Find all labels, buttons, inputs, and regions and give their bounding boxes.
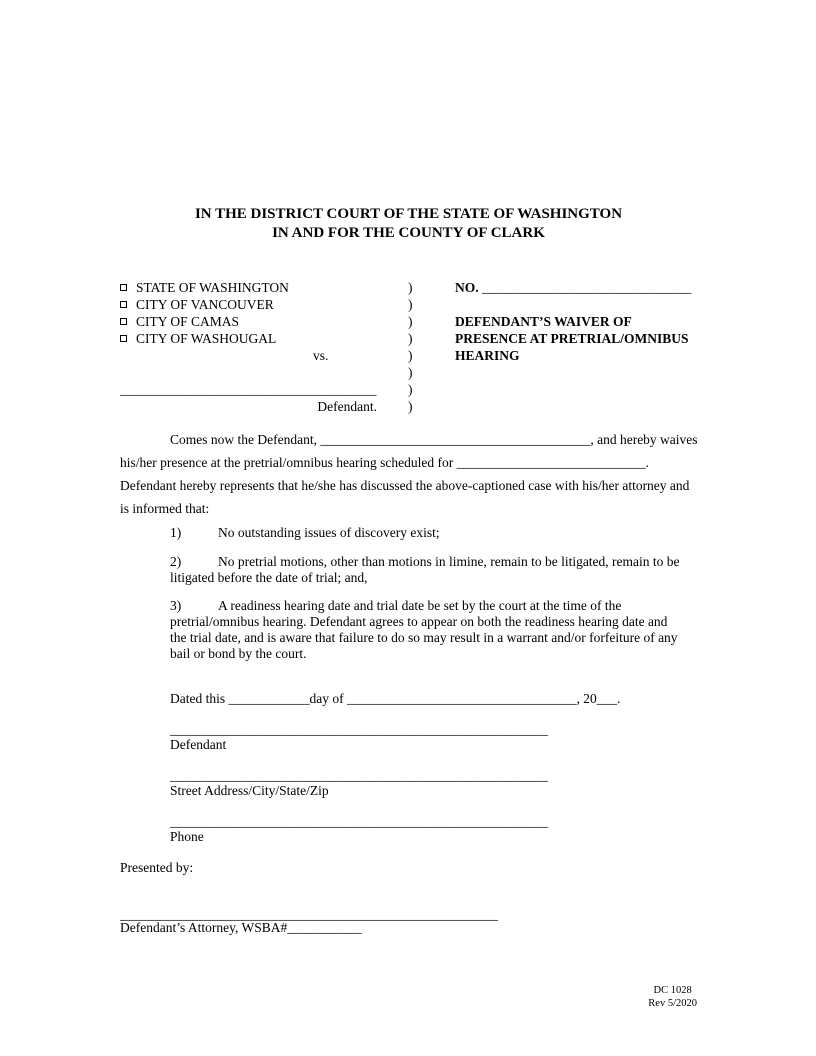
opening-paragraph: [120, 428, 697, 520]
paragraph-line: Defendant hereby represents that he/she has discussed the above-captioned case with his/her attorney and: [120, 478, 690, 493]
paragraph-line: is informed that:: [120, 501, 210, 516]
attorney-signature-block: [120, 908, 697, 935]
caption-row: [120, 296, 697, 313]
signature-block: [170, 815, 697, 845]
plaintiff-option-row: [120, 313, 408, 330]
document-title-line: HEARING: [455, 348, 520, 363]
case-caption: [120, 279, 697, 415]
signature-line: ________________________________________________________: [170, 814, 548, 829]
case-number-label: NO.: [455, 280, 479, 295]
caption-paren: ): [408, 365, 413, 380]
court-name-line1: IN THE DISTRICT COURT OF THE STATE OF WASHINGTON: [194, 206, 623, 222]
document-title-line: PRESENCE AT PRETRIAL/OMNIBUS: [455, 331, 689, 346]
item-number: 2): [170, 554, 182, 569]
vs-label: vs.: [313, 348, 329, 363]
checkbox-city-of-camas[interactable]: [120, 318, 127, 325]
signature-line: ________________________________________________________: [170, 722, 548, 737]
case-number-blank: _______________________________: [482, 280, 692, 295]
signature-label: Phone: [170, 829, 204, 844]
form-footer: [648, 984, 697, 1010]
caption-paren: ): [408, 280, 413, 295]
plaintiff-option-row: [120, 330, 408, 347]
plaintiff-option-label: CITY OF CAMAS: [136, 314, 240, 329]
plaintiff-option-label: STATE OF WASHINGTON: [136, 280, 289, 295]
caption-paren: ): [408, 297, 413, 312]
list-item: [170, 598, 680, 662]
signature-label: Defendant: [170, 737, 227, 752]
caption-row: [120, 364, 697, 381]
plaintiff-option-row: [120, 279, 408, 296]
defendant-name-line: ______________________________________: [120, 382, 377, 397]
item-number: 3): [170, 598, 182, 613]
caption-row: [120, 313, 697, 330]
paragraph-line: Comes now the Defendant, ________________________________________, and hereby waives: [170, 432, 698, 447]
item-text: No pretrial motions, other than motions in limine, remain to be litigated, remain to be litigated before the date of trial; and,: [170, 554, 680, 585]
caption-row: [120, 330, 697, 347]
checkbox-city-of-washougal[interactable]: [120, 335, 127, 342]
caption-paren: ): [408, 348, 413, 363]
caption-paren: ): [408, 399, 413, 414]
document-title-line: DEFENDANT’S WAIVER OF: [455, 314, 632, 329]
presented-by-label: Presented by:: [120, 860, 194, 875]
plaintiff-option-label: CITY OF VANCOUVER: [136, 297, 274, 312]
checkbox-city-of-vancouver[interactable]: [120, 301, 127, 308]
plaintiff-option-row: [120, 296, 408, 313]
court-name-line2: IN AND FOR THE COUNTY OF CLARK: [272, 225, 545, 241]
signature-line: ________________________________________________________: [170, 768, 548, 783]
item-text: No outstanding issues of discovery exist;: [218, 525, 440, 540]
form-number: DC 1028: [653, 985, 692, 996]
item-text: A readiness hearing date and trial date be set by the court at the time of the pretrial/omnibus hearing. Defendant agrees to appear on both the readiness hearing date and the trial date, and is aware that failure to do so may result in a warrant and/or forfeiture of any bail or bond by the court.: [170, 598, 678, 661]
defendant-label: Defendant.: [317, 399, 377, 414]
caption-paren: ): [408, 314, 413, 329]
signature-block: [170, 723, 697, 753]
item-number: 1): [170, 525, 182, 540]
case-number-row: [455, 279, 697, 296]
paragraph-line: his/her presence at the pretrial/omnibus hearing scheduled for ____________________________.: [120, 455, 650, 470]
checkbox-state-of-washington[interactable]: [120, 284, 127, 291]
caption-row: [120, 279, 697, 296]
caption-row: [120, 381, 697, 398]
list-item: [170, 525, 680, 541]
signature-label: Street Address/City/State/Zip: [170, 783, 329, 798]
caption-paren: ): [408, 382, 413, 397]
court-header: [120, 205, 697, 243]
plaintiff-option-label: CITY OF WASHOUGAL: [136, 331, 277, 346]
attorney-label: Defendant’s Attorney, WSBA#___________: [120, 920, 362, 935]
caption-row: [120, 347, 697, 364]
caption-row: [120, 398, 697, 415]
list-item: [170, 554, 680, 586]
caption-paren: ): [408, 331, 413, 346]
signature-block: [170, 769, 697, 799]
form-revision: Rev 5/2020: [648, 998, 697, 1009]
attorney-signature-line: ________________________________________________________: [120, 907, 498, 922]
dated-line: Dated this ____________day of __________________________________, 20___.: [170, 691, 621, 706]
